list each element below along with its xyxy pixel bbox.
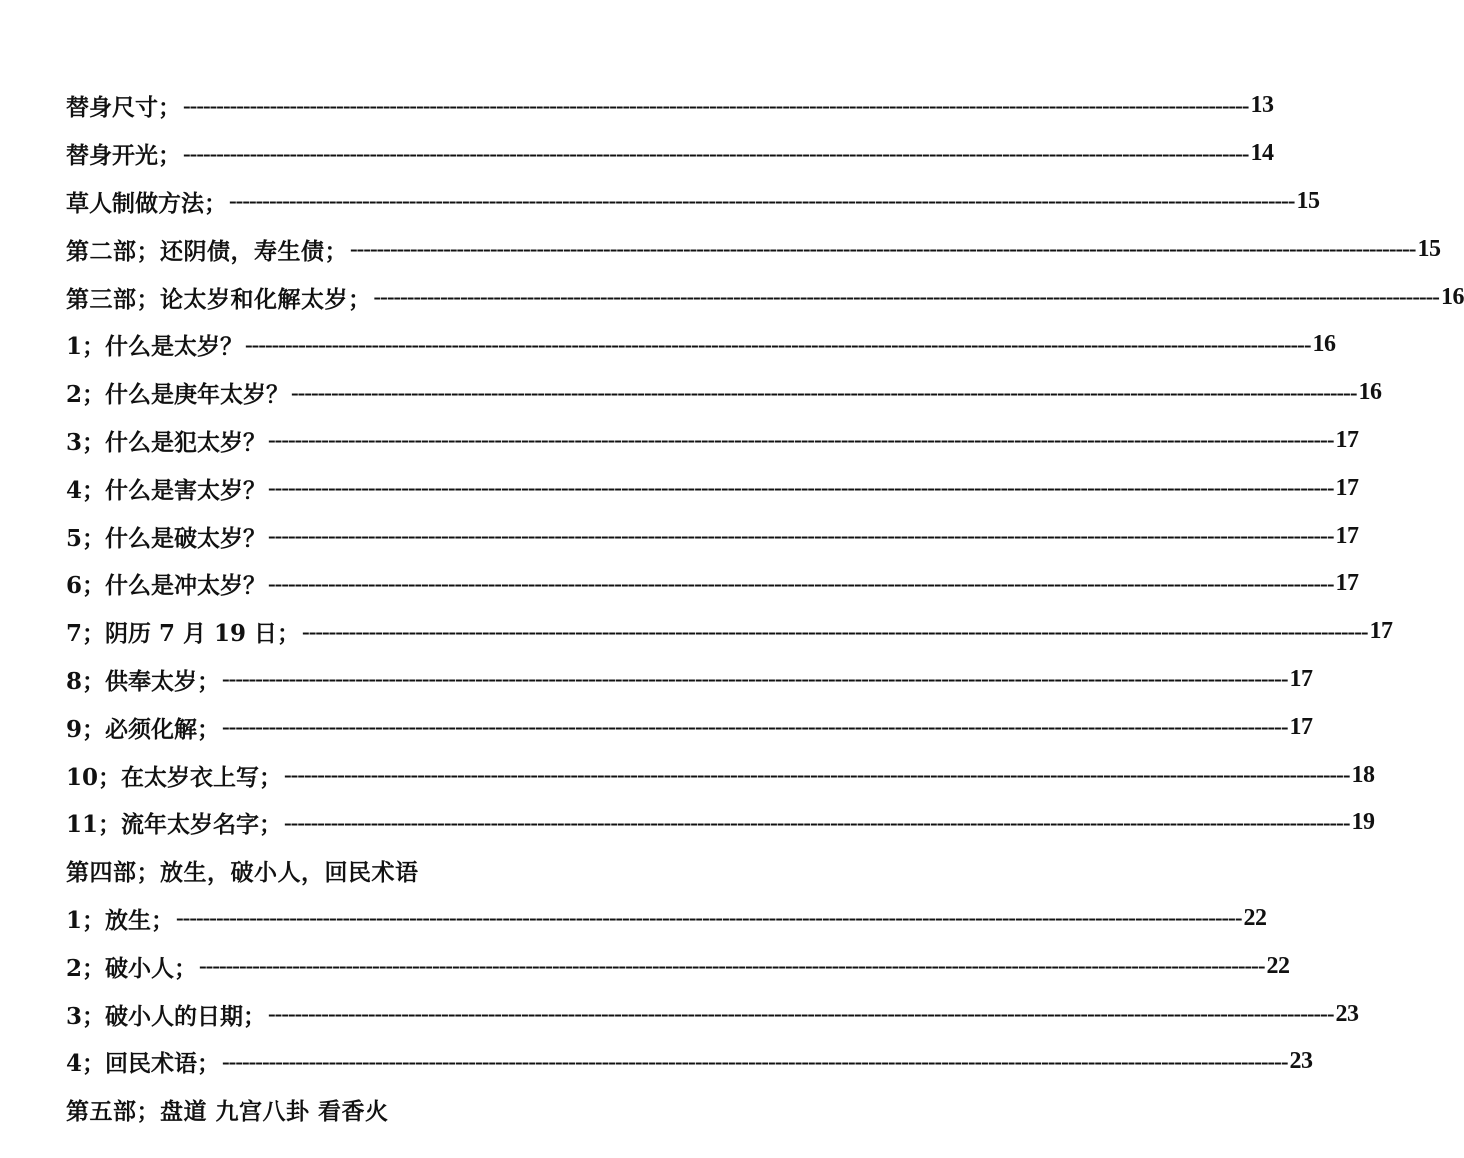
toc-entry — [66, 130, 1274, 178]
dash-leader: ---------------------------------------------------------------------------------------------------------------------------------------------------------------- — [373, 284, 1439, 310]
toc-entry-label: 11；流年太岁名字； — [66, 811, 283, 839]
toc-entry-label: 替身开光； — [66, 142, 181, 170]
toc-entry-label: 4；回民术语； — [66, 1050, 221, 1078]
dash-leader: ---------------------------------------------------------------------------------------------------------------------------------------------------------------- — [222, 1048, 1288, 1074]
dash-leader: ---------------------------------------------------------------------------------------------------------------------------------------------------------------- — [222, 666, 1288, 692]
toc-entry-label: 第三部；论太岁和化解太岁； — [66, 285, 372, 313]
dash-leader: ---------------------------------------------------------------------------------------------------------------------------------------------------------------- — [268, 1001, 1334, 1027]
toc-entry — [66, 990, 1359, 1038]
toc-entry — [66, 560, 1359, 608]
toc-entry — [66, 178, 1320, 226]
toc-entry — [66, 369, 1382, 417]
toc-section-entry — [66, 273, 1464, 321]
dash-leader: ---------------------------------------------------------------------------------------------------------------------------------------------------------------- — [176, 905, 1242, 931]
dash-leader: ---------------------------------------------------------------------------------------------------------------------------------------------------------------- — [268, 427, 1334, 453]
toc-entry — [66, 417, 1359, 465]
dash-leader: ---------------------------------------------------------------------------------------------------------------------------------------------------------------- — [284, 762, 1350, 788]
toc-entry-label: 2；破小人； — [66, 954, 198, 982]
dash-leader: ---------------------------------------------------------------------------------------------------------------------------------------------------------------- — [183, 92, 1249, 118]
dash-leader: ---------------------------------------------------------------------------------------------------------------------------------------------------------------- — [350, 236, 1416, 262]
toc-entry-page: 23 — [1335, 1000, 1359, 1027]
dash-leader: ---------------------------------------------------------------------------------------------------------------------------------------------------------------- — [199, 953, 1265, 979]
toc-entry-page: 17 — [1289, 713, 1313, 740]
toc-entry-page: 17 — [1289, 665, 1313, 692]
toc-entry — [66, 895, 1267, 943]
toc-section-heading — [66, 1086, 730, 1134]
toc-entry-page: 15 — [1417, 235, 1441, 262]
toc-entry — [66, 799, 1375, 847]
dash-leader: ---------------------------------------------------------------------------------------------------------------------------------------------------------------- — [284, 809, 1350, 835]
toc-entry-page: 17 — [1335, 426, 1359, 453]
toc-entry-label: 1；什么是太岁？ — [66, 333, 244, 361]
toc-entry-label: 1；放生； — [66, 906, 175, 934]
dash-leader: ---------------------------------------------------------------------------------------------------------------------------------------------------------------- — [229, 188, 1295, 214]
toc-entry-label: 第四部；放生，破小人，回民术语 — [66, 859, 419, 887]
dash-leader: ---------------------------------------------------------------------------------------------------------------------------------------------------------------- — [268, 475, 1334, 501]
toc-entry — [66, 512, 1359, 560]
toc-entry-page: 22 — [1243, 904, 1267, 931]
toc-entry-page: 13 — [1250, 92, 1274, 119]
toc-entry — [66, 942, 1290, 990]
dash-leader: ---------------------------------------------------------------------------------------------------------------------------------------------------------------- — [245, 331, 1311, 357]
toc-entry-page: 17 — [1335, 570, 1359, 597]
toc-entry — [66, 656, 1313, 704]
toc-entry — [66, 608, 1393, 656]
toc-entry-label: 3；破小人的日期； — [66, 1002, 267, 1030]
toc-section-entry — [66, 225, 1441, 273]
toc-entry-page: 17 — [1369, 618, 1393, 645]
toc-entry — [66, 703, 1313, 751]
toc-entry-label: 3；什么是犯太岁？ — [66, 428, 267, 456]
dash-leader: ---------------------------------------------------------------------------------------------------------------------------------------------------------------- — [183, 140, 1249, 166]
toc-entry — [66, 1038, 1313, 1086]
toc-entry-page: 19 — [1351, 809, 1375, 836]
dash-leader: ---------------------------------------------------------------------------------------------------------------------------------------------------------------- — [302, 618, 1368, 644]
toc-entry-page: 16 — [1358, 379, 1382, 406]
toc-entry — [66, 464, 1359, 512]
toc-entry-page: 14 — [1250, 140, 1274, 167]
toc-entry-label: 草人制做方法； — [66, 189, 227, 217]
toc-entry-label: 10；在太岁衣上写； — [66, 763, 283, 791]
toc-entry-label: 7；阴历 7 月 19 日； — [66, 620, 301, 648]
toc-entry-page: 23 — [1289, 1048, 1313, 1075]
toc-entry-label: 2；什么是庚年太岁？ — [66, 381, 290, 409]
dash-leader: ---------------------------------------------------------------------------------------------------------------------------------------------------------------- — [222, 714, 1288, 740]
dash-leader: ---------------------------------------------------------------------------------------------------------------------------------------------------------------- — [268, 570, 1334, 596]
toc-entry-label: 9；必须化解； — [66, 715, 221, 743]
toc-entry-label: 5；什么是破太岁？ — [66, 524, 267, 552]
toc-section-heading — [66, 847, 730, 895]
dash-leader: ---------------------------------------------------------------------------------------------------------------------------------------------------------------- — [268, 523, 1334, 549]
toc-entry-label: 4；什么是害太岁？ — [66, 476, 267, 504]
toc-entry-page: 16 — [1440, 283, 1464, 310]
toc-entry-label: 8；供奉太岁； — [66, 667, 221, 695]
toc-entry — [66, 321, 1336, 369]
table-of-contents — [66, 82, 1464, 1134]
toc-entry-label: 6；什么是冲太岁？ — [66, 572, 267, 600]
toc-entry-label: 第五部；盘道 九宫八卦 看香火 — [66, 1098, 389, 1126]
toc-entry-page: 18 — [1351, 761, 1375, 788]
toc-entry-label: 替身尺寸； — [66, 94, 181, 122]
toc-entry-page: 16 — [1312, 331, 1336, 358]
toc-entry — [66, 751, 1375, 799]
toc-entry-page: 17 — [1335, 474, 1359, 501]
toc-entry-label: 第二部；还阴债，寿生债； — [66, 237, 348, 265]
toc-entry-page: 22 — [1266, 952, 1290, 979]
toc-entry — [66, 82, 1274, 130]
toc-entry-page: 17 — [1335, 522, 1359, 549]
dash-leader: ---------------------------------------------------------------------------------------------------------------------------------------------------------------- — [291, 379, 1357, 405]
toc-entry-page: 15 — [1296, 187, 1320, 214]
